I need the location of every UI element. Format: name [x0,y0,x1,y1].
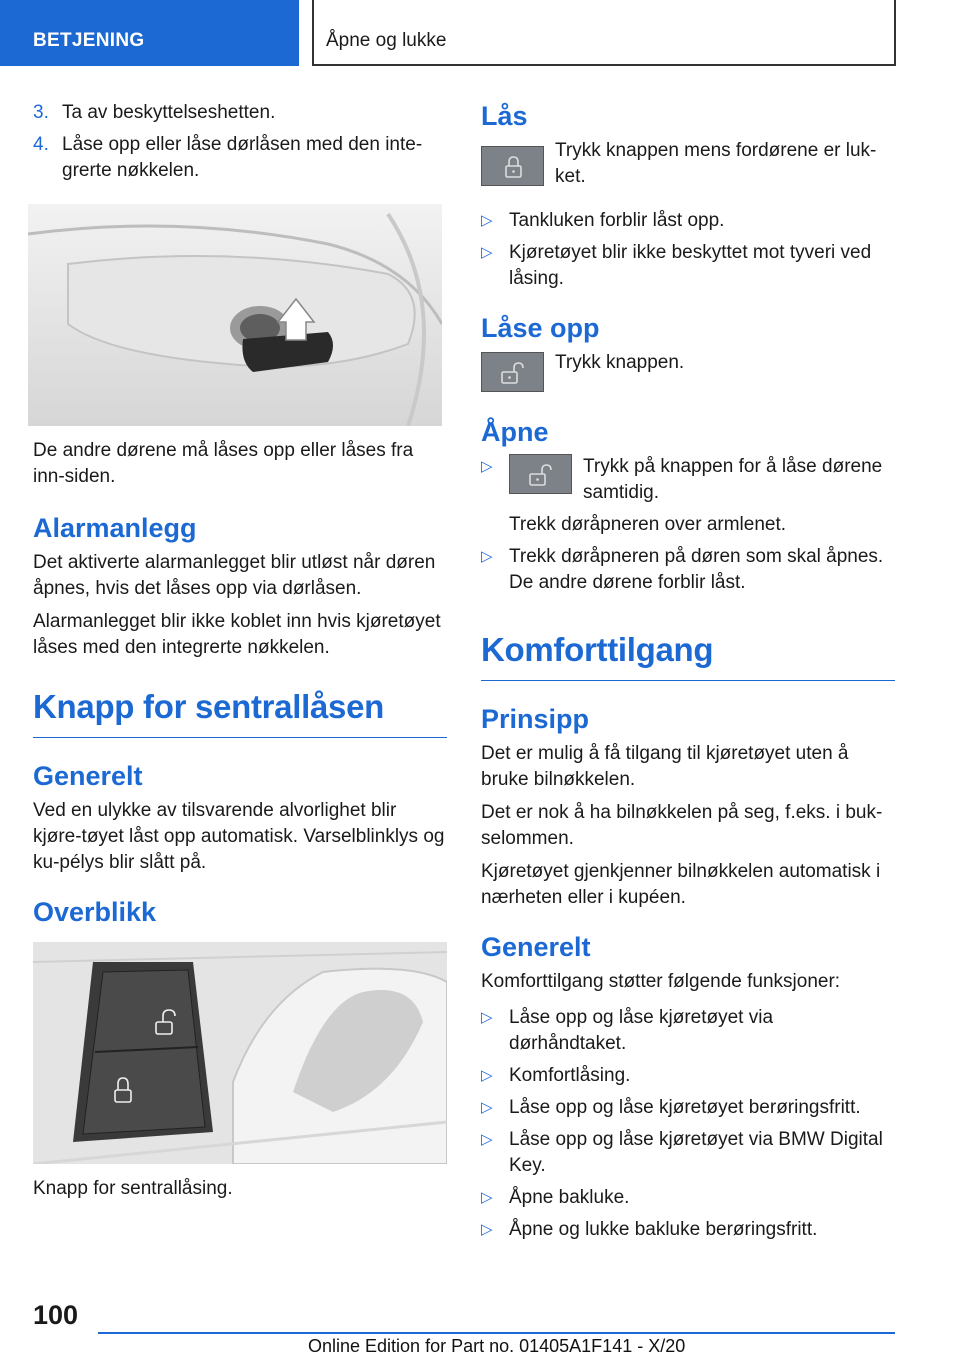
aapne-instruction [509,454,895,506]
triangle-right-icon: ▷ [481,1099,493,1116]
triangle-right-icon: ▷ [481,1189,493,1206]
step-number: 4. [33,134,49,155]
central-lock-buttons-photo [33,942,447,1164]
step-text: Ta av beskyttelseshetten. [62,102,276,123]
chapter-heading-komforttilgang: Komforttilgang [481,630,895,681]
aapne-extra: Trekk døråpneren over armlenet. [509,514,787,535]
generelt-paragraph: Ved en ulykke av tilsvarende alvorlighet blir kjøre‐tøyet låst opp automatisk. Varselblinklys og ku‐pélys blir slått på. [33,800,445,873]
triangle-right-icon: ▷ [481,458,493,475]
triangle-right-icon: ▷ [481,244,493,261]
footer-divider [98,1332,895,1334]
triangle-right-icon: ▷ [481,1221,493,1238]
prinsipp-paragraph-3: Kjøretøyet gjenkjenner bilnøkkelen automatisk i nærheten eller i kupéen. [481,861,881,908]
chapter-heading-central-lock: Knapp for sentrallåsen [33,687,447,738]
unlock-button-graphic [481,352,544,392]
door-lock-photo [28,204,442,426]
step-number: 3. [33,102,49,123]
laaseopp-text: Trykk knappen. [555,352,685,373]
page-header [0,0,960,66]
lock-closed-icon [482,147,545,187]
step-text: Låse opp eller låse dørlåsen med den inte‐grerte nøkkelen. [62,134,423,181]
triangle-right-icon: ▷ [481,1009,493,1026]
triangle-right-icon: ▷ [481,212,493,229]
footer-edition: Online Edition for Part no. 01405A1F141 - X/20 [308,1336,686,1356]
aapne-text: Trykk på knappen for å låse dørene samtidig. [583,456,883,503]
page-number: 100 [33,1300,79,1330]
list-item: ▷ Låse opp og låse kjøretøyet via BMW Digital Key. [481,1129,883,1176]
list-item: ▷ Tankluken forblir låst opp. [481,208,895,234]
triangle-right-icon: ▷ [481,1131,493,1148]
central-lock-panel-illustration [33,942,447,1164]
aapne-bullets [481,454,895,596]
aapne-heading: Åpne [481,417,549,447]
komforttilgang-functions [481,1005,895,1243]
generelt-heading: Generelt [33,761,143,791]
list-item: ▷ Låse opp og låse kjøretøyet berøringsfritt. [481,1095,895,1121]
steps-list [33,100,447,184]
list-item: ▷ Trekk døråpneren på døren som skal åpnes. De andre dørene forblir låst. [481,546,884,593]
laas-heading: Lås [481,101,528,131]
laas-bullets [481,208,895,292]
step-4 [33,132,447,184]
prinsipp-heading: Prinsipp [481,704,590,734]
laaseopp-instruction [481,350,895,392]
section-label: BETJENING [0,0,299,66]
laas-text: Trykk knappen mens fordørene er luk‐ket. [555,140,877,187]
chapter-label: Åpne og lukke [312,0,896,66]
alarm-paragraph-1: Det aktiverte alarmanlegget blir utløst når døren åpnes, hvis det låses opp via dørlåsen. [33,552,436,599]
lock-open-icon [510,455,573,495]
lock-open-icon [482,353,545,393]
triangle-right-icon: ▷ [481,548,493,565]
laaseopp-heading: Låse opp [481,313,600,343]
laas-instruction [481,138,895,190]
unlock-button-graphic [509,454,572,494]
overblikk-caption: Knapp for sentrallåsing. [33,1178,233,1199]
list-item [481,454,895,538]
prinsipp-paragraph-1: Det er mulig å få tilgang til kjøretøyet uten å bruke bilnøkkelen. [481,743,849,790]
list-item: ▷ Komfortlåsing. [481,1063,895,1089]
list-item: ▷ Åpne og lukke bakluke berøringsfritt. [481,1217,895,1243]
alarm-paragraph-2: Alarmanlegget blir ikke koblet inn hvis kjøretøyet låses med den integrerte nøkkelen. [33,611,441,658]
list-item: ▷ Låse opp og låse kjøretøyet via dørhåndtaket. [481,1007,774,1054]
overblikk-heading: Overblikk [33,897,157,927]
photo-note: De andre dørene må låses opp eller låses fra inn‐siden. [33,440,414,487]
list-item: ▷ Åpne bakluke. [481,1185,895,1211]
left-column [33,100,447,1209]
list-item: ▷ Kjøretøyet blir ikke beskyttet mot tyveri ved låsing. [481,242,872,289]
right-column [481,100,895,1253]
triangle-right-icon: ▷ [481,1067,493,1084]
generelt-heading-right: Generelt [481,932,591,962]
generelt-paragraph-right: Komforttilgang støtter følgende funksjoner: [481,971,841,992]
step-3 [33,100,447,126]
lock-button-graphic [481,146,544,186]
alarm-heading: Alarmanlegg [33,513,197,543]
prinsipp-paragraph-2: Det er nok å ha bilnøkkelen på seg, f.eks. i buk‐selommen. [481,802,883,849]
door-handle-key-illustration [28,204,442,426]
